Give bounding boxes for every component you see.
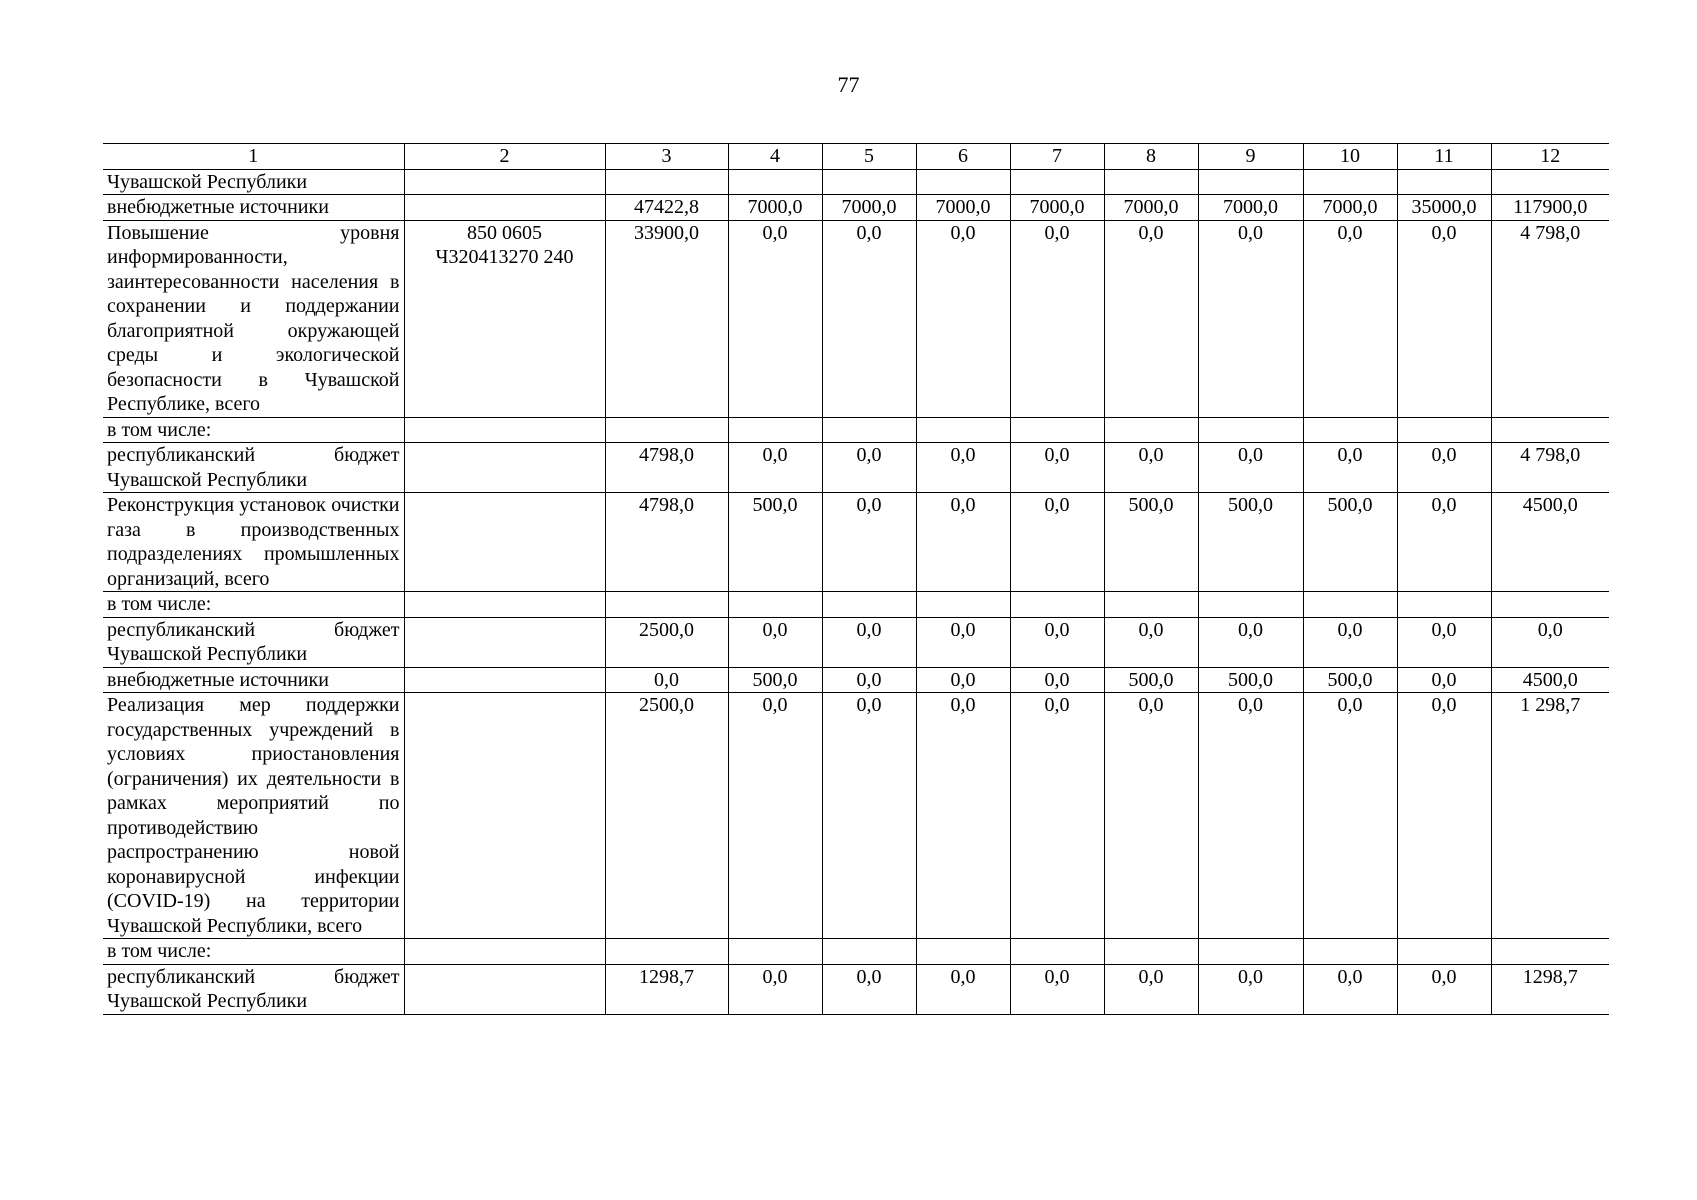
value-cell: 7000,0 [916, 195, 1010, 221]
value-cell: 0,0 [1397, 443, 1491, 493]
table-row [103, 493, 1609, 592]
value-cell: 0,0 [822, 964, 916, 1014]
value-cell: 0,0 [1303, 964, 1397, 1014]
value-cell: 0,0 [1303, 617, 1397, 667]
value-cell [822, 417, 916, 443]
budget-code-cell [404, 617, 605, 667]
budget-code-cell [404, 592, 605, 618]
budget-code-cell [404, 964, 605, 1014]
value-cell: 0,0 [1104, 220, 1198, 417]
value-cell [1303, 169, 1397, 195]
value-cell: 0,0 [916, 493, 1010, 592]
value-cell: 35000,0 [1397, 195, 1491, 221]
value-cell: 7000,0 [822, 195, 916, 221]
value-cell: 500,0 [728, 493, 822, 592]
budget-code-cell [404, 195, 605, 221]
budget-code-cell [404, 667, 605, 693]
table-row [103, 693, 1609, 939]
budget-code-cell [404, 693, 605, 939]
value-cell: 0,0 [822, 443, 916, 493]
column-header: 4 [728, 144, 822, 170]
value-cell: 7000,0 [1303, 195, 1397, 221]
budget-code-cell [404, 443, 605, 493]
value-cell: 117900,0 [1491, 195, 1609, 221]
table-row [103, 195, 1609, 221]
value-cell: 0,0 [1104, 443, 1198, 493]
value-cell: 7000,0 [1104, 195, 1198, 221]
value-cell [1491, 939, 1609, 965]
column-header: 7 [1010, 144, 1104, 170]
value-cell: 0,0 [916, 667, 1010, 693]
value-cell [1198, 939, 1303, 965]
table-row [103, 939, 1609, 965]
value-cell [1010, 169, 1104, 195]
row-name-cell: в том числе: [103, 592, 404, 618]
value-cell: 0,0 [605, 667, 728, 693]
value-cell: 0,0 [1397, 220, 1491, 417]
value-cell [822, 169, 916, 195]
value-cell: 7000,0 [1198, 195, 1303, 221]
value-cell: 500,0 [1104, 493, 1198, 592]
value-cell [1104, 592, 1198, 618]
value-cell: 0,0 [728, 964, 822, 1014]
value-cell [1303, 939, 1397, 965]
value-cell: 0,0 [916, 443, 1010, 493]
value-cell [1397, 169, 1491, 195]
row-name-cell: Реконструкция установок очистки газа в производственных подразделениях промышленных организаций, всего [103, 493, 404, 592]
value-cell [1397, 417, 1491, 443]
value-cell: 0,0 [1303, 443, 1397, 493]
row-name-cell: Реализация мер поддержки государственных учреждений в условиях приостановления (ограничения) их деятельности в рамках мероприятий по противодействию распространению новой коронавирусной инфекции (COVID-19) на территории Чувашской Республики, всего [103, 693, 404, 939]
column-header: 3 [605, 144, 728, 170]
value-cell: 0,0 [1198, 220, 1303, 417]
table-row [103, 169, 1609, 195]
value-cell [728, 592, 822, 618]
table-row [103, 417, 1609, 443]
budget-code-cell [404, 939, 605, 965]
table-row [103, 964, 1609, 1014]
value-cell: 0,0 [728, 443, 822, 493]
value-cell [1104, 939, 1198, 965]
value-cell: 0,0 [1104, 693, 1198, 939]
value-cell: 0,0 [1491, 617, 1609, 667]
value-cell: 0,0 [916, 617, 1010, 667]
value-cell [605, 417, 728, 443]
value-cell: 4798,0 [605, 443, 728, 493]
value-cell [1198, 592, 1303, 618]
value-cell [1010, 939, 1104, 965]
value-cell [916, 592, 1010, 618]
value-cell: 0,0 [728, 693, 822, 939]
value-cell [916, 939, 1010, 965]
budget-code-cell [404, 417, 605, 443]
value-cell [605, 592, 728, 618]
value-cell: 0,0 [1198, 443, 1303, 493]
value-cell: 0,0 [1010, 964, 1104, 1014]
table-row [103, 592, 1609, 618]
budget-code-cell [404, 493, 605, 592]
value-cell: 0,0 [1303, 693, 1397, 939]
value-cell [916, 169, 1010, 195]
column-header: 8 [1104, 144, 1198, 170]
row-name-cell: республиканский бюджет Чувашской Республики [103, 617, 404, 667]
table-body [103, 169, 1609, 1014]
value-cell: 0,0 [822, 617, 916, 667]
value-cell: 0,0 [1397, 493, 1491, 592]
value-cell: 500,0 [1303, 667, 1397, 693]
value-cell: 4 798,0 [1491, 443, 1609, 493]
row-name-cell: в том числе: [103, 939, 404, 965]
value-cell [822, 592, 916, 618]
column-header: 6 [916, 144, 1010, 170]
value-cell [605, 169, 728, 195]
value-cell: 0,0 [1397, 667, 1491, 693]
value-cell: 0,0 [728, 617, 822, 667]
value-cell: 0,0 [1010, 667, 1104, 693]
value-cell [1104, 417, 1198, 443]
value-cell [728, 417, 822, 443]
value-cell: 2500,0 [605, 617, 728, 667]
value-cell: 0,0 [1104, 964, 1198, 1014]
column-header: 5 [822, 144, 916, 170]
value-cell: 0,0 [1010, 220, 1104, 417]
value-cell [1491, 592, 1609, 618]
value-cell [1010, 417, 1104, 443]
row-name-cell: Повышение уровня информированности, заинтересованности населения в сохранении и поддержании благоприятной окружающей среды и экологической безопасности в Чувашской Республике, всего [103, 220, 404, 417]
value-cell [1010, 592, 1104, 618]
column-header: 10 [1303, 144, 1397, 170]
value-cell [1491, 169, 1609, 195]
value-cell: 1298,7 [1491, 964, 1609, 1014]
value-cell: 0,0 [1397, 964, 1491, 1014]
value-cell: 500,0 [1303, 493, 1397, 592]
value-cell: 0,0 [1010, 443, 1104, 493]
column-header: 2 [404, 144, 605, 170]
value-cell [1491, 417, 1609, 443]
value-cell: 0,0 [822, 220, 916, 417]
value-cell: 500,0 [1198, 667, 1303, 693]
value-cell: 0,0 [916, 693, 1010, 939]
value-cell: 1298,7 [605, 964, 728, 1014]
value-cell: 2500,0 [605, 693, 728, 939]
value-cell: 0,0 [822, 493, 916, 592]
budget-table [103, 143, 1609, 1015]
value-cell: 7000,0 [1010, 195, 1104, 221]
table-row [103, 220, 1609, 417]
value-cell [728, 169, 822, 195]
budget-code-cell [404, 169, 605, 195]
row-name-cell: внебюджетные источники [103, 667, 404, 693]
value-cell [822, 939, 916, 965]
value-cell: 0,0 [822, 693, 916, 939]
value-cell [1397, 592, 1491, 618]
value-cell: 4798,0 [605, 493, 728, 592]
row-name-cell: республиканский бюджет Чувашской Республики [103, 443, 404, 493]
column-header: 9 [1198, 144, 1303, 170]
value-cell: 0,0 [916, 220, 1010, 417]
column-header: 1 [103, 144, 404, 170]
value-cell: 0,0 [728, 220, 822, 417]
table-row [103, 667, 1609, 693]
budget-code-cell: 850 0605 Ч320413270 240 [404, 220, 605, 417]
value-cell: 0,0 [1010, 693, 1104, 939]
row-name-cell: внебюджетные источники [103, 195, 404, 221]
value-cell: 0,0 [1010, 493, 1104, 592]
value-cell [605, 939, 728, 965]
value-cell: 500,0 [1104, 667, 1198, 693]
value-cell: 0,0 [1104, 617, 1198, 667]
column-header: 12 [1491, 144, 1609, 170]
value-cell: 1 298,7 [1491, 693, 1609, 939]
value-cell: 0,0 [1303, 220, 1397, 417]
row-name-cell: республиканский бюджет Чувашской Республики [103, 964, 404, 1014]
table-row [103, 443, 1609, 493]
value-cell: 47422,8 [605, 195, 728, 221]
value-cell: 0,0 [916, 964, 1010, 1014]
value-cell: 0,0 [1397, 693, 1491, 939]
value-cell [1104, 169, 1198, 195]
value-cell: 0,0 [1397, 617, 1491, 667]
value-cell: 0,0 [1198, 617, 1303, 667]
column-header: 11 [1397, 144, 1491, 170]
value-cell: 0,0 [1198, 693, 1303, 939]
table-row [103, 617, 1609, 667]
value-cell: 4500,0 [1491, 493, 1609, 592]
value-cell [1198, 169, 1303, 195]
value-cell: 0,0 [822, 667, 916, 693]
value-cell [728, 939, 822, 965]
value-cell: 500,0 [1198, 493, 1303, 592]
value-cell: 0,0 [1198, 964, 1303, 1014]
value-cell [1303, 592, 1397, 618]
value-cell [916, 417, 1010, 443]
value-cell: 0,0 [1010, 617, 1104, 667]
value-cell: 33900,0 [605, 220, 728, 417]
value-cell: 7000,0 [728, 195, 822, 221]
value-cell: 4 798,0 [1491, 220, 1609, 417]
value-cell [1397, 939, 1491, 965]
row-name-cell: Чувашской Республики [103, 169, 404, 195]
row-name-cell: в том числе: [103, 417, 404, 443]
value-cell [1198, 417, 1303, 443]
value-cell [1303, 417, 1397, 443]
value-cell: 500,0 [728, 667, 822, 693]
value-cell: 4500,0 [1491, 667, 1609, 693]
table-header-row [103, 144, 1609, 170]
page-number: 77 [837, 72, 860, 97]
